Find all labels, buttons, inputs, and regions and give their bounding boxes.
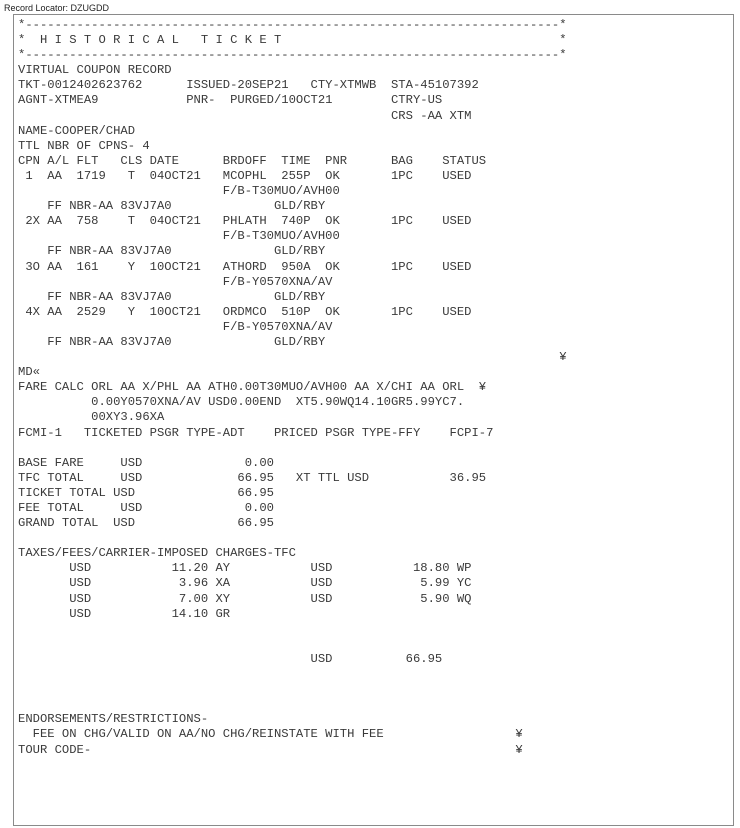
- ticket-line: [18, 637, 567, 652]
- ticket-line: ¥: [18, 350, 567, 365]
- ticket-line: VIRTUAL COUPON RECORD: [18, 63, 172, 78]
- ticket-line: 0.00Y0570XNA/AV USD0.00END XT5.90WQ14.10GR5.99YC7.: [18, 395, 465, 410]
- ticket-line: TFC TOTAL USD 66.95 XT TTL USD 36.95: [18, 470, 487, 485]
- ticket-line: MD«: [18, 365, 40, 380]
- ticket-line: USD 3.96 XA USD 5.99 YC: [18, 576, 472, 591]
- ticket-line: USD 14.10 GR: [18, 606, 231, 621]
- record-locator: Record Locator: DZUGDD: [4, 3, 110, 13]
- ticket-line: FARE CALC ORL AA X/PHL AA ATH0.00T30MUO/AVH00 AA X/CHI AA ORL ¥: [18, 380, 487, 395]
- ticket-line: FF NBR-AA 83VJ7A0 GLD/RBY: [18, 289, 326, 304]
- ticket-line: TICKET TOTAL USD 66.95: [18, 485, 274, 500]
- ticket-line: F/B-T30MUO/AVH00: [18, 184, 340, 199]
- ticket-line: *-------------------------------------------------------------------------*: [18, 48, 567, 63]
- ticket-line: TKT-0012402623762 ISSUED-20SEP21 CTY-XTMWB STA-45107392: [18, 78, 479, 93]
- ticket-line: F/B-T30MUO/AVH00: [18, 229, 340, 244]
- ticket-line: AGNT-XTMEA9 PNR- PURGED/10OCT21 CTRY-US: [18, 93, 443, 108]
- ticket-line: [18, 531, 567, 546]
- ticket-line: ENDORSEMENTS/RESTRICTIONS-: [18, 712, 209, 727]
- ticket-line: FCMI-1 TICKETED PSGR TYPE-ADT PRICED PSGR TYPE-FFY FCPI-7: [18, 425, 494, 440]
- ticket-line: [18, 667, 567, 682]
- ticket-line: FEE ON CHG/VALID ON AA/NO CHG/REINSTATE WITH FEE ¥: [18, 727, 523, 742]
- ticket-line: NAME-COOPER/CHAD: [18, 123, 136, 138]
- ticket-line: USD 7.00 XY USD 5.90 WQ: [18, 591, 472, 606]
- ticket-line: [18, 697, 567, 712]
- ticket-line: [18, 622, 567, 637]
- ticket-line: [18, 682, 567, 697]
- ticket-line: F/B-Y0570XNA/AV: [18, 274, 333, 289]
- ticket-line: FF NBR-AA 83VJ7A0 GLD/RBY: [18, 199, 326, 214]
- ticket-line: 1 AA 1719 T 04OCT21 MCOPHL 255P OK 1PC USED: [18, 168, 472, 183]
- ticket-line: TOUR CODE- ¥: [18, 742, 523, 757]
- ticket-line: FF NBR-AA 83VJ7A0 GLD/RBY: [18, 244, 326, 259]
- ticket-line: 4X AA 2529 Y 10OCT21 ORDMCO 510P OK 1PC USED: [18, 304, 472, 319]
- ticket-line: TTL NBR OF CPNS- 4: [18, 138, 150, 153]
- ticket-line: *-------------------------------------------------------------------------*: [18, 18, 567, 32]
- ticket-line: CPN A/L FLT CLS DATE BRDOFF TIME PNR BAG STATUS: [18, 153, 487, 168]
- ticket-line: * H I S T O R I C A L T I C K E T *: [18, 33, 567, 48]
- ticket-line: [18, 441, 567, 456]
- ticket-line: F/B-Y0570XNA/AV: [18, 319, 333, 334]
- ticket-line: FEE TOTAL USD 0.00: [18, 501, 274, 515]
- ticket-line: TAXES/FEES/CARRIER-IMPOSED CHARGES-TFC: [18, 546, 296, 561]
- ticket-line: CRS -AA XTM: [18, 108, 472, 123]
- ticket-line: 00XY3.96XA: [18, 410, 165, 425]
- ticket-record-text: [18, 18, 567, 758]
- ticket-line: USD 11.20 AY USD 18.80 WP: [18, 561, 472, 576]
- ticket-line: FF NBR-AA 83VJ7A0 GLD/RBY: [18, 334, 326, 349]
- ticket-line: 3O AA 161 Y 10OCT21 ATHORD 950A OK 1PC USED: [18, 259, 472, 274]
- ticket-line: BASE FARE USD 0.00: [18, 455, 274, 470]
- ticket-line: GRAND TOTAL USD 66.95: [18, 516, 274, 531]
- ticket-line: USD 66.95: [18, 651, 443, 666]
- ticket-line: 2X AA 758 T 04OCT21 PHLATH 740P OK 1PC USED: [18, 214, 472, 229]
